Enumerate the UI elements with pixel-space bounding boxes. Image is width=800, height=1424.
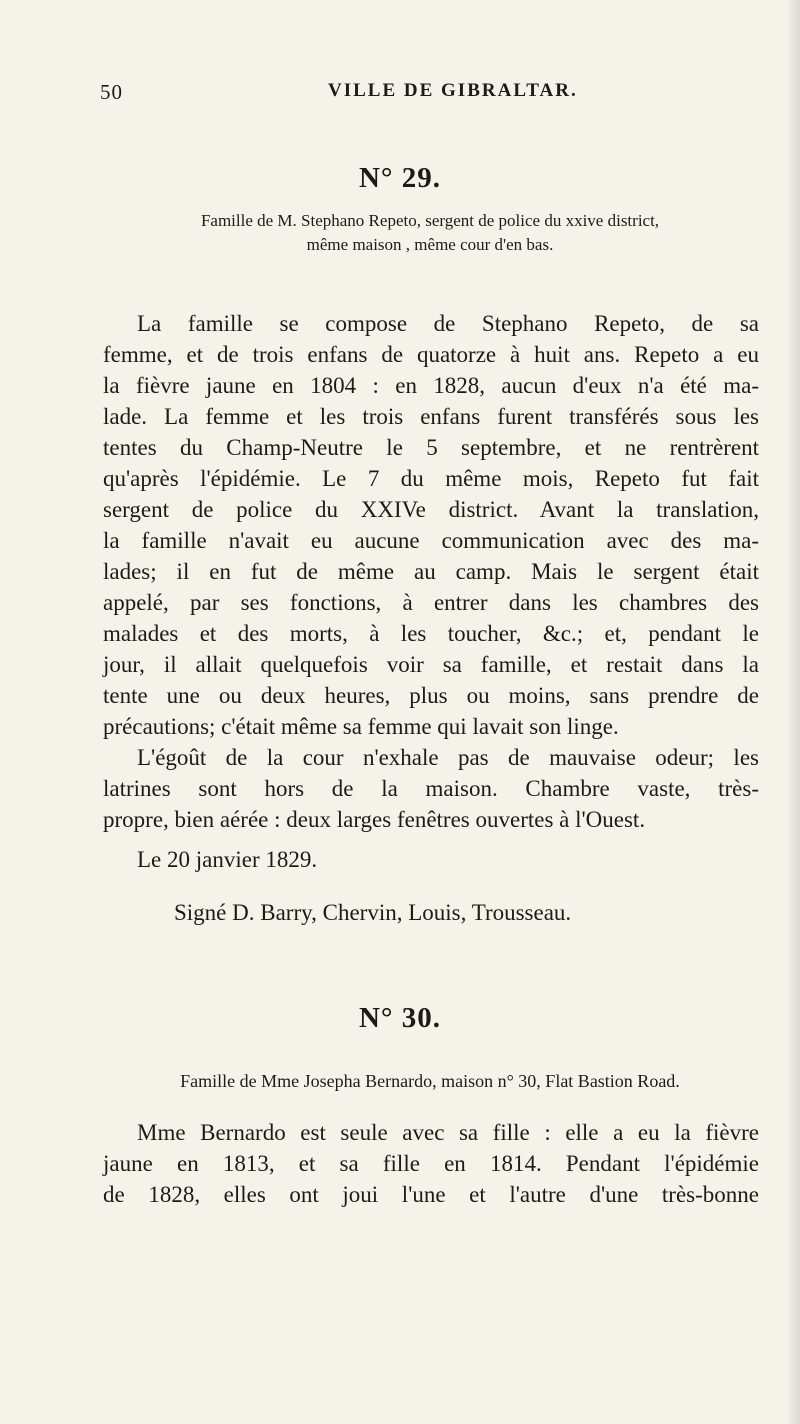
entry-29-date: Le 20 janvier 1829. <box>137 847 318 872</box>
entry-30-caption: Famille de Mme Josepha Bernardo, maison n° 30, Flat Bastion Road. <box>180 1071 680 1091</box>
page-edge-shadow <box>786 0 800 1424</box>
entry-29-number: N° 29. <box>358 162 442 194</box>
running-title: VILLE DE GIBRALTAR. <box>328 80 578 101</box>
body-line: jaune en 1813, et sa fille en 1814. Pendant l'épidémie <box>103 1151 759 1176</box>
body-line: sergent de police du XXIVe district. Avant la translation, <box>103 497 759 522</box>
body-line: qu'après l'épidémie. Le 7 du même mois, Repeto fut fait <box>103 466 759 491</box>
body-line: Mme Bernardo est seule avec sa fille : elle a eu la fièvre <box>137 1120 759 1145</box>
entry-29-signature: Signé D. Barry, Chervin, Louis, Trousseau. <box>174 900 572 925</box>
body-line: la fièvre jaune en 1804 : en 1828, aucun d'eux n'a été ma- <box>103 373 759 398</box>
entry-29-caption-line-1: Famille de M. Stephano Repeto, sergent de police du xxive district, <box>200 211 660 230</box>
entry-29-body <box>103 308 759 742</box>
running-head <box>100 80 760 108</box>
body-line: tentes du Champ-Neutre le 5 septembre, et ne rentrèrent <box>103 435 759 460</box>
body-line: latrines sont hors de la maison. Chambre vaste, très- <box>103 776 759 801</box>
body-line: malades et des morts, à les toucher, &c.; et, pendant le <box>103 621 759 646</box>
body-line: la famille n'avait eu aucune communication avec des ma- <box>103 528 759 553</box>
entry-29-caption <box>100 209 760 257</box>
body-line: jour, il allait quelquefois voir sa famille, et restait dans la <box>103 652 759 677</box>
body-line: La famille se compose de Stephano Repeto, de sa <box>137 311 759 336</box>
entry-29-caption-line-2: même maison , même cour d'en bas. <box>306 235 554 254</box>
body-line: propre, bien aérée : deux larges fenêtres ouvertes à l'Ouest. <box>103 807 646 832</box>
body-line: lade. La femme et les trois enfans furent transférés sous les <box>103 404 759 429</box>
body-line: appelé, par ses fonctions, à entrer dans les chambres des <box>103 590 759 615</box>
body-line: précautions; c'était même sa femme qui lavait son linge. <box>103 714 619 739</box>
body-line: de 1828, elles ont joui l'une et l'autre d'une très-bonne <box>103 1182 759 1207</box>
entry-30-number: N° 30. <box>358 1002 442 1034</box>
body-line: lades; il en fut de même au camp. Mais le sergent était <box>103 559 759 584</box>
page-number: 50 <box>100 80 123 104</box>
entry-30-body <box>103 1117 759 1210</box>
body-line: tente une ou deux heures, plus ou moins, sans prendre de <box>103 683 759 708</box>
body-line: femme, et de trois enfans de quatorze à huit ans. Repeto a eu <box>103 342 759 367</box>
body-line: L'égoût de la cour n'exhale pas de mauvaise odeur; les <box>137 745 759 770</box>
entry-29-body-2 <box>103 742 759 835</box>
